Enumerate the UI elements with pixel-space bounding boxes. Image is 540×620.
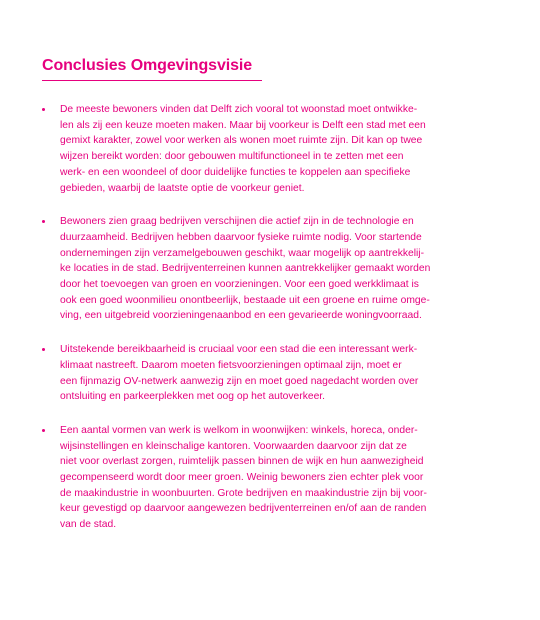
paragraph-line: niet voor overlast zorgen, ruimtelijk passen binnen de wijk en hun aanwezigheid [60,456,424,468]
paragraph-line: ook een goed woonmilieu onontbeerlijk, bestaade uit een groene en ruime omge- [60,294,430,306]
paragraph-line: werk- en een woondeel of door duidelijke functies te koppelen aan specifieke [60,166,411,178]
paragraph-line: wijsinstellingen en kleinschalige kantoren. Voorwaarden daarvoor zijn dat ze [60,440,407,452]
paragraph-line: De meeste bewoners vinden dat Delft zich vooral tot woonstad moet ontwikke- [60,104,418,115]
paragraph-line: klimaat nastreeft. Daarom moeten fietsvoorzieningen optimaal zijn, moet er [60,359,402,371]
list-item [42,342,510,405]
title-underline [42,80,262,81]
paragraph-line: Uitstekende bereikbaarheid is cruciaal voor een stad die een interessant werk- [60,344,418,356]
paragraph-line: duurzaamheid. Bedrijven hebben daarvoor fysieke ruimte nodig. Voor startende [60,231,422,243]
bullet-icon [42,108,45,111]
paragraph-line: van de stad. [60,519,117,531]
paragraph-line: de maakindustrie in woonbuurten. Grote bedrijven en maakindustrie zijn bij voor- [60,487,427,499]
paragraph-line: ondernemingen zijn verzamelgebouwen geschikt, waar mogelijk op aantrekkelij- [60,247,425,259]
bullet-icon [42,429,45,432]
bullet-icon [42,348,45,351]
paragraph-line: gemixt karakter, zowel voor werken als wonen moet ruimte zijn. Dit kan op twee [60,135,423,147]
paragraph-line: keur gevestigd op daarvoor aangewezen bedrijventerreinen en/of aan de randen [60,503,427,515]
paragraph-line: een fijnmazig OV-netwerk aanwezig zijn en moet goed nagedacht worden over [60,375,419,387]
paragraph-line: Een aantal vormen van werk is welkom in woonwijken: winkels, horeca, onder- [60,424,418,436]
paragraph-line: ontsluiting en parkeerplekken met oog op het autoverkeer. [60,391,326,403]
paragraph-line: Bewoners zien graag bedrijven verschijnen die actief zijn in de technologie en [60,216,414,228]
paragraph-line: wijzen bereikt worden: door gebouwen multifunctioneel in te zetten met een [60,151,404,163]
section-title: Conclusies Omgevingsvisie [42,57,253,74]
conclusions-list [42,102,510,551]
paragraph-line: gecompenseerd wordt door meer groen. Weinig bewoners zien echter plek voor [60,472,424,484]
list-item [42,214,510,324]
bullet-icon [42,220,45,223]
list-item [42,102,510,196]
paragraph-line: ke locaties in de stad. Bedrijventerreinen kunnen aantrekkelijker gemaakt worden [60,263,431,275]
paragraph-line: door het toevoegen van groen en voorzieningen. Voor een goed werkklimaat is [60,279,419,291]
list-item [42,423,510,533]
paragraph-line: gebieden, waarbij de laatste optie de voorkeur geniet. [60,182,305,194]
paragraph-line: ving, een uitgebreid voorzieningenaanbod en een gevarieerde woningvoorraad. [60,310,422,322]
paragraph-line: len als zij een keuze moeten maken. Maar bij voorkeur is Delft een stad met een [60,119,426,131]
